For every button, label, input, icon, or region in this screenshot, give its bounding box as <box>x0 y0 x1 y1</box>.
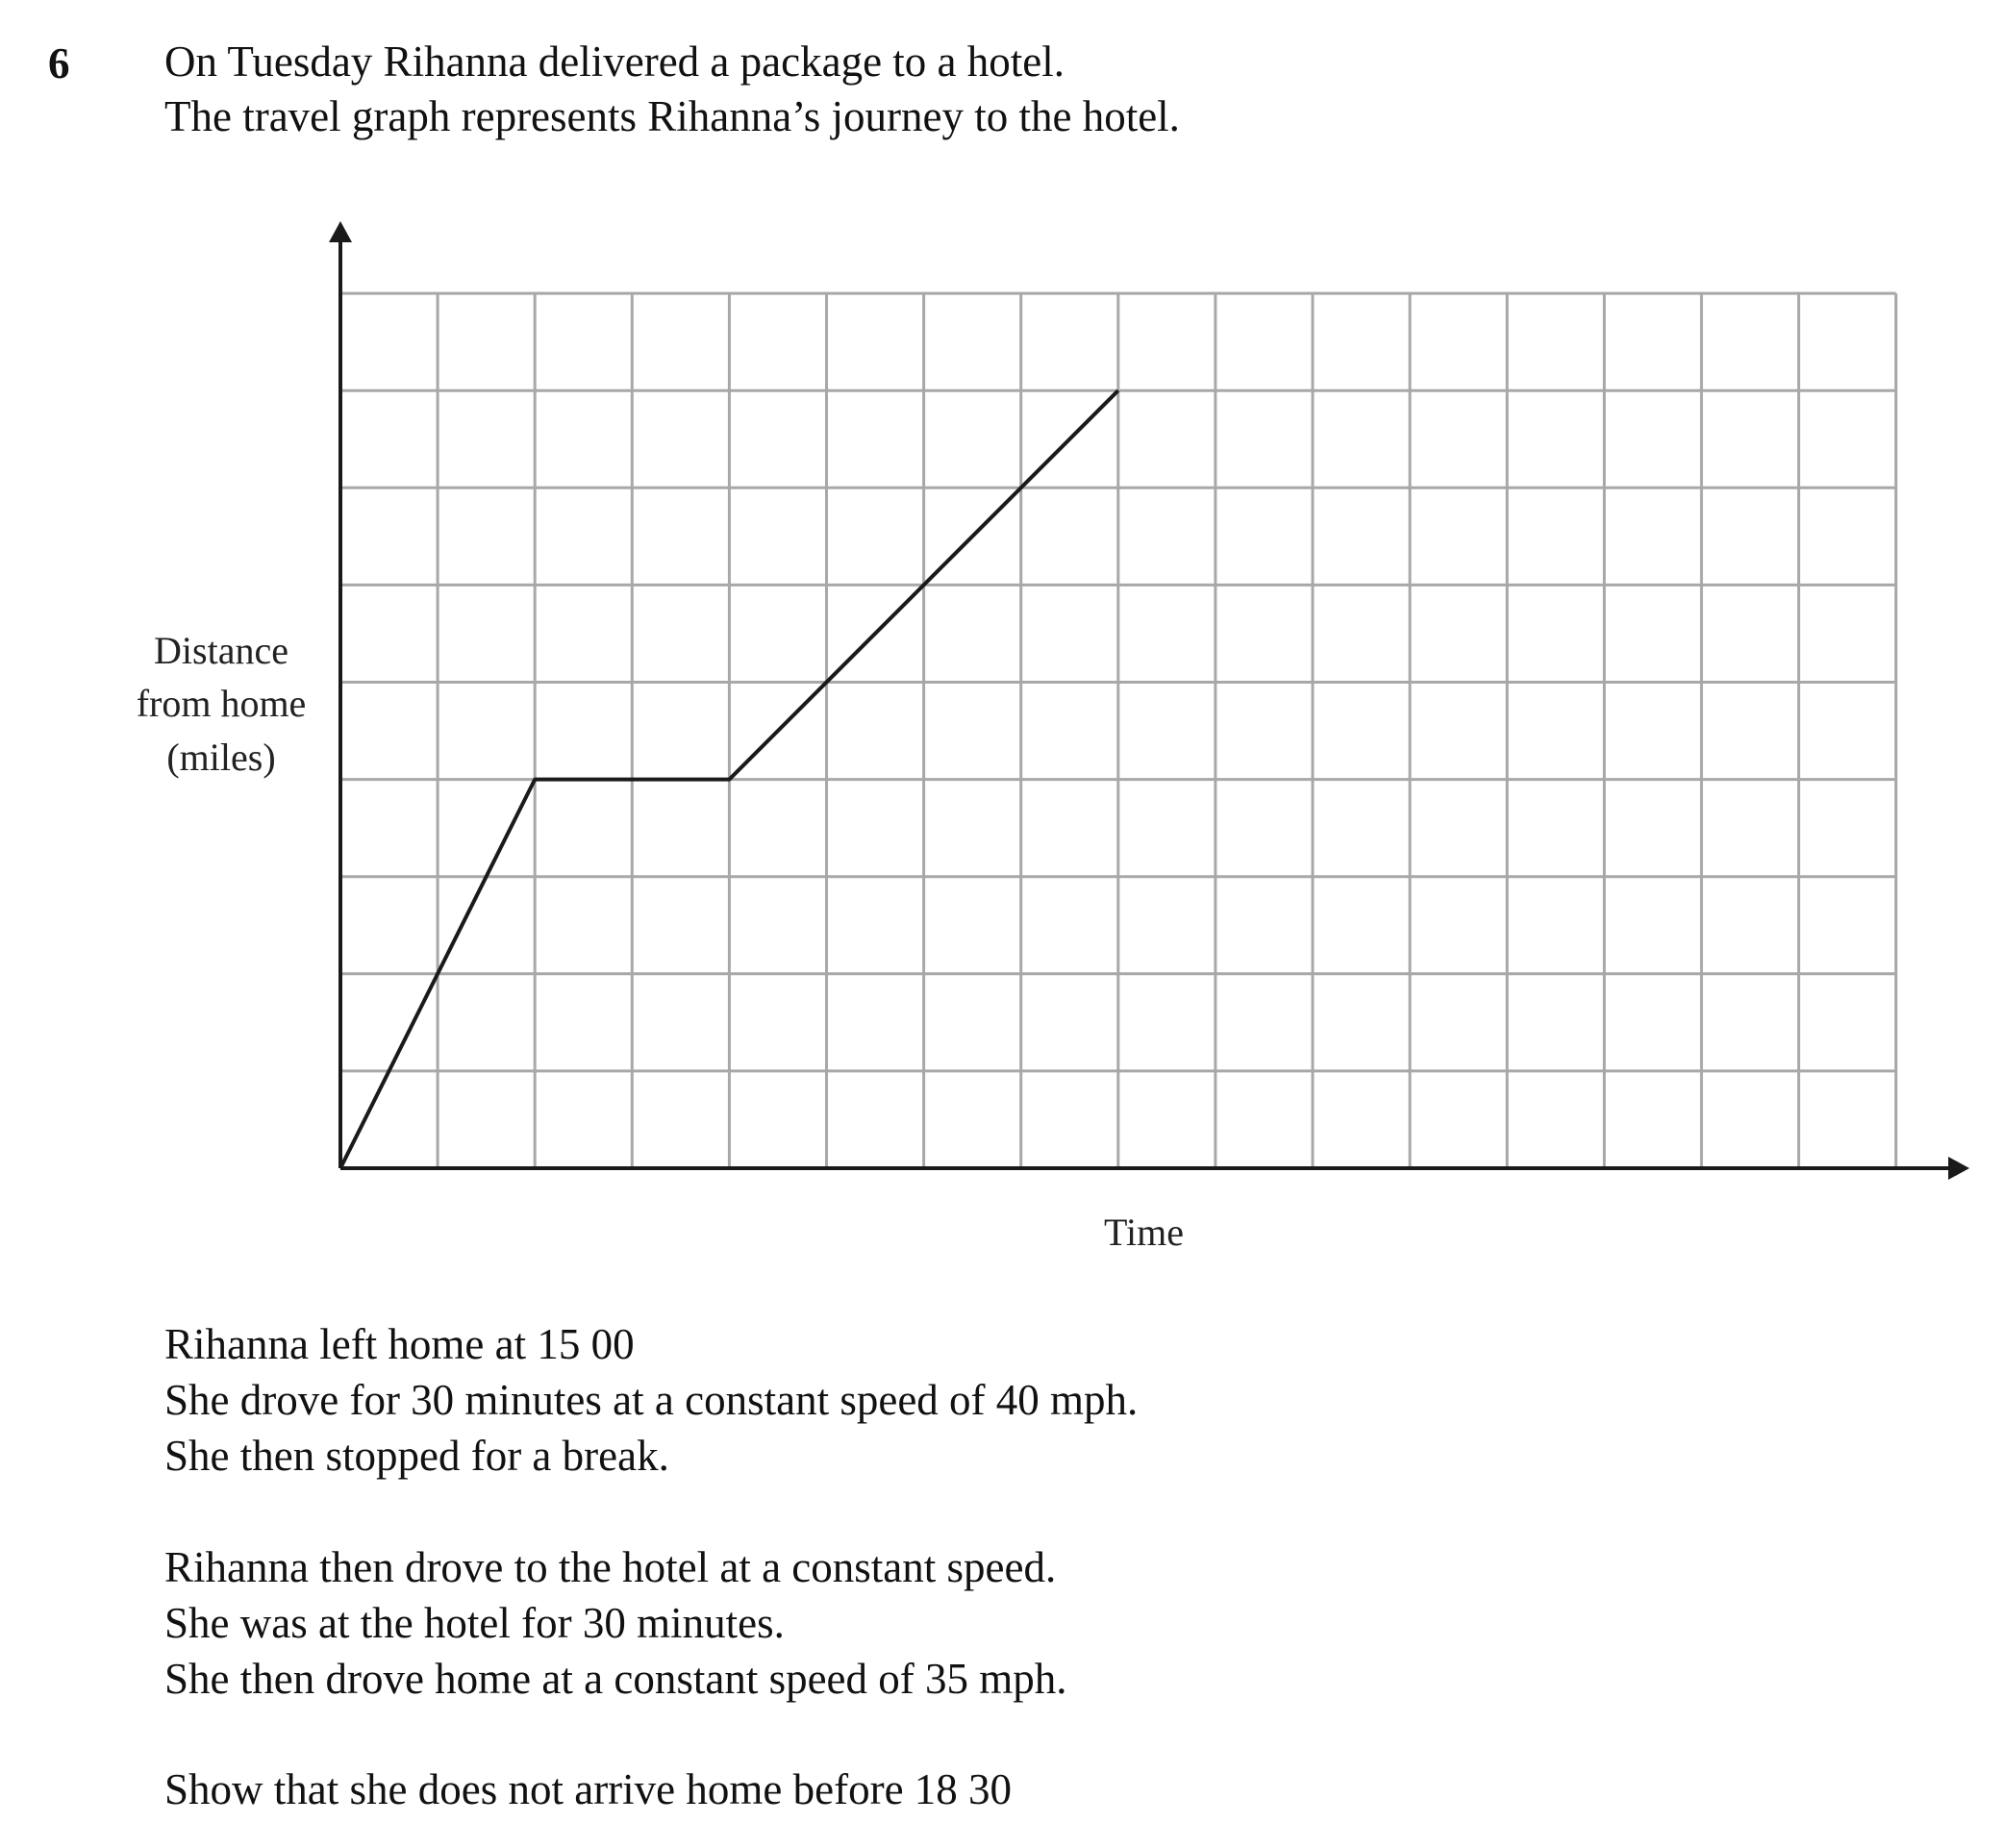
text-line-5: She was at the hotel for 30 minutes. <box>164 1599 785 1647</box>
intro-line-2: The travel graph represents Rihanna’s journey to the hotel. <box>164 92 1180 140</box>
x-axis-label: Time <box>1104 1211 1185 1254</box>
x-axis-arrow-icon <box>1948 1157 1969 1180</box>
intro-line-1: On Tuesday Rihanna delivered a package to a hotel. <box>164 37 1065 86</box>
y-axis-label-line-1: Distance <box>154 629 288 672</box>
text-line-3: She then stopped for a break. <box>164 1432 669 1480</box>
text-line-2: She drove for 30 minutes at a constant speed of 40 mph. <box>164 1376 1139 1424</box>
text-line-7: Show that she does not arrive home before 18 30 <box>164 1765 1013 1813</box>
text-line-1: Rihanna left home at 15 00 <box>164 1320 635 1368</box>
text-line-4: Rihanna then drove to the hotel at a constant speed. <box>164 1543 1057 1591</box>
question-number: 6 <box>48 39 70 87</box>
y-axis-arrow-icon <box>329 221 352 242</box>
y-axis-label-line-3: (miles) <box>166 736 276 779</box>
text-line-6: She then drove home at a constant speed of 35 mph. <box>164 1655 1067 1703</box>
y-axis-label-line-2: from home <box>136 682 307 725</box>
